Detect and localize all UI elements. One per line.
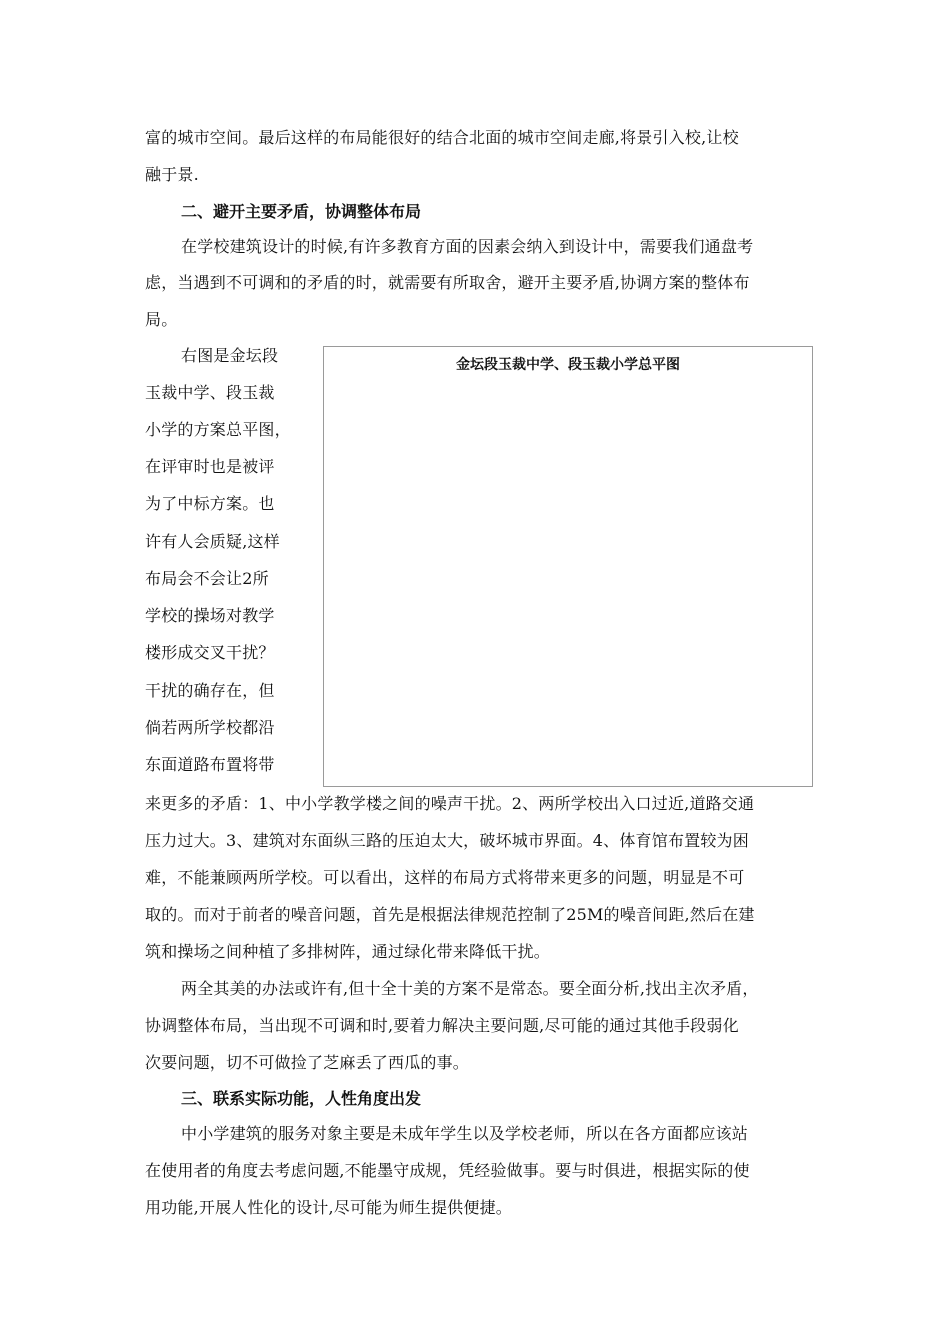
paragraph-line: 取的。而对于前者的噪音问题，首先是根据法律规范控制了25M的噪音间距,然后在建	[145, 905, 755, 924]
paragraph-line: 两全其美的办法或许有,但十全十美的方案不是常态。要全面分析,找出主次矛盾，	[181, 979, 759, 998]
paragraph-line: 富的城市空间。最后这样的布局能很好的结合北面的城市空间走廊,将景引入校,让校	[145, 128, 739, 147]
paragraph-line: 许有人会质疑,这样	[145, 532, 280, 551]
paragraph-line: 难，不能兼顾两所学校。可以看出，这样的布局方式将带来更多的问题，明显是不可	[145, 868, 745, 887]
paragraph-line: 来更多的矛盾：1、中小学教学楼之间的噪声干扰。2、两所学校出入口过近,道路交通	[145, 794, 755, 813]
paragraph-line: 压力过大。3、建筑对东面纵三路的压迫太大，破坏城市界面。4、体育馆布置较为困	[145, 831, 749, 850]
paragraph-line: 玉裁中学、段玉裁	[145, 383, 275, 402]
paragraph-line: 用功能,开展人性化的设计,尽可能为师生提供便捷。	[145, 1198, 512, 1217]
paragraph-line: 在使用者的角度去考虑问题,不能墨守成规，凭经验做事。要与时俱进，根据实际的使	[145, 1161, 750, 1180]
paragraph-line: 学校的操场对教学	[145, 606, 275, 625]
section-heading-3: 三、联系实际功能，人性角度出发	[181, 1089, 422, 1108]
site-plan-figure	[323, 346, 813, 787]
paragraph-line: 小学的方案总平图，	[145, 420, 291, 439]
paragraph-line: 局。	[145, 310, 178, 329]
paragraph-line: 东面道路布置将带	[145, 755, 275, 774]
paragraph-line: 干扰的确存在，但	[145, 681, 275, 700]
paragraph-line: 布局会不会让2所	[145, 569, 269, 588]
paragraph-line: 在学校建筑设计的时候,有许多教育方面的因素会纳入到设计中，需要我们通盘考	[181, 237, 754, 256]
paragraph-line: 协调整体布局，当出现不可调和时,要着力解决主要问题,尽可能的通过其他手段弱化	[145, 1016, 739, 1035]
figure-caption: 金坛段玉裁中学、段玉裁小学总平图	[456, 357, 680, 373]
paragraph-line: 虑，当遇到不可调和的矛盾的时，就需要有所取舍，避开主要矛盾,协调方案的整体布	[145, 273, 750, 292]
paragraph-line: 次要问题，切不可做捡了芝麻丢了西瓜的事。	[145, 1053, 470, 1072]
paragraph-line: 右图是金坛段	[181, 346, 279, 365]
paragraph-line: 融于景.	[145, 165, 199, 184]
paragraph-line: 筑和操场之间种植了多排树阵，通过绿化带来降低干扰。	[145, 942, 551, 961]
paragraph-line: 在评审时也是被评	[145, 457, 275, 476]
section-heading-2: 二、避开主要矛盾，协调整体布局	[181, 202, 422, 221]
paragraph-line: 为了中标方案。也	[145, 494, 275, 513]
paragraph-line: 楼形成交叉干扰？	[145, 643, 275, 662]
paragraph-line: 倘若两所学校都沿	[145, 718, 275, 737]
paragraph-line: 中小学建筑的服务对象主要是未成年学生以及学校老师，所以在各方面都应该站	[181, 1124, 749, 1143]
